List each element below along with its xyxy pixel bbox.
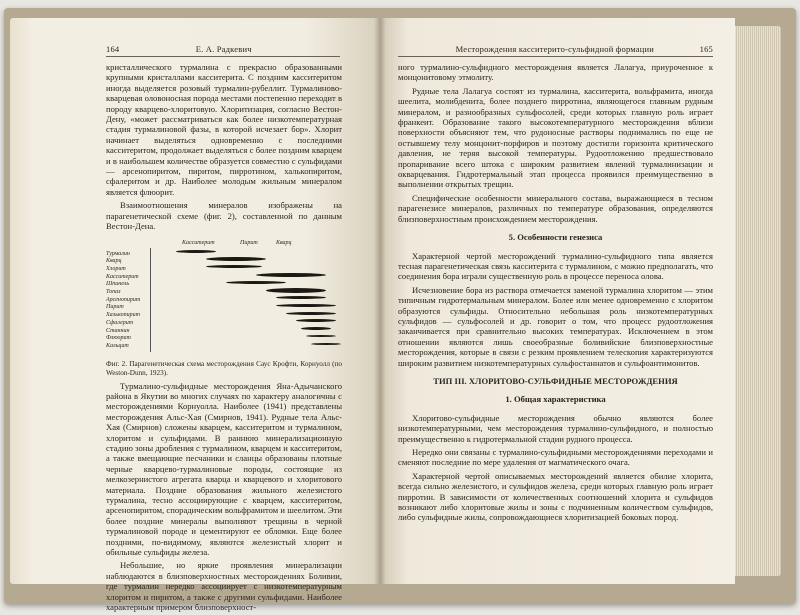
diagram-column-label: Касситерит: [182, 239, 215, 246]
diagram-row-label: Арсенопирит: [106, 296, 141, 303]
diagram-axis: [150, 248, 347, 352]
diagram-row-label: Турмалин: [106, 250, 130, 257]
diagram-row-label: Пирит: [106, 304, 124, 311]
section-heading: 5. Особенности генезиса: [508, 232, 603, 243]
diagram-row-label: Флюорит: [106, 335, 131, 342]
left-paragraph: Турмалино-сульфидные месторождения Яна-Адычанского района в Якутии во многих случаях по характеру аналогичны с месторождениями Корнуолла. Наиболее (1941) представлены месторождения Альс-Хая (Смирнов, 1941). Рудные тела Альс-Хая (Смирнов) сложены кварцем, касситеритом и турмалином, хлоритом и сульфидами. В раннюю минерализационную стадию зоны дробления с турмалином, кварцем и касситеритом, а также вмещающие песчаники и сланцы образованы плотные черные кварцево-турмалиновые породы, состоящие из мелкозернистого агрегата кварца и кварцевого и хлоритового материала. Поздние образования жильного железистого турмалина, тесно ассоциирующие с кварцем, касситеритом, арсенопиритом, спорадическим вольфрамитом и шеелитом. Эти более поздние минералы выполняют трещины в черной турмалиновой породе и цементируют ее обломки. Еще более поздними, по-видимому, являются железистый хлорит и обильные сульфиды железа.: [106, 380, 342, 557]
left-paragraph: Небольшие, но яркие проявления минерализации наблюдаются в близповерхностных месторождениях Боливии, где турмалин нередко ассоциирует с низкотемпературным хлоритом и пиритом, а также с другими сульфидами. Наиболее характерным примером близповерхност-: [106, 560, 342, 613]
left-paragraph: Взаимоотношения минералов изображены на парагенетической схеме (фиг. 2), составленной по данным Вестон-Дена.: [106, 200, 342, 232]
left-page: [10, 18, 380, 613]
paragenetic-diagram: [106, 238, 342, 356]
diagram-row-label: Кварц: [106, 258, 122, 265]
right-page-number: 165: [699, 44, 713, 54]
right-paragraph: Рудные тела Лалагуа состоят из турмалина, касситерита, вольфрамита, иногда шеелита, молибденита, более позднего пирротина, являющегося главным рудным минералом, и разнообразных сульфосолей, среди которых главную роль играет франкеит. Образование такого высокотемпературного месторождения вблизи поверхности объясняют тем, что рудоносные растворы поднимались по еще не остывшему телу монцонит-порфиров и поэтому достигли горизонта критического давления, не теряя высокой температуры. Рудоотложению предшествовало пропаривание всего штока с широким развитием явлений турмалинизации и окварцевания. Гидротермальный этап процесса проявился преимущественно в выполнении открытых трещин.: [398, 85, 713, 190]
left-running-head: Е. А. Радкевич: [195, 44, 252, 54]
page-edges: [735, 26, 781, 576]
left-text-column: [106, 62, 342, 615]
type-heading: ТИП III. ХЛОРИТОВО-СУЛЬФИДНЫЕ МЕСТОРОЖДЕНИЯ: [433, 375, 678, 386]
right-paragraph: Характерной чертой описываемых месторождений является обилие хлорита, всегда сильно железистого, и сульфидов железа, среди которых главную роль играет пирротин. В зависимости от количественных соотношений хлорита и сульфидов возникают либо хлоритовые жилы и зоны с подчиненным количеством сульфидов, либо сульфидные жилы, сопровождающиеся хлоритизацией боковых пород.: [398, 470, 713, 523]
diagram-row-label: Сфалерит: [106, 319, 134, 326]
right-paragraph: Хлоритово-сульфидные месторождения обычно являются более низкотемпературными, чем месторождения турмалино-сульфидного, и полностью преимущественно к гидротермальной стадии рудного процесса.: [398, 412, 713, 444]
right-page: [380, 18, 735, 584]
right-paragraph: Исчезновение бора из раствора отмечается заменой турмалина хлоритом — этим типичным гидротермальным минералом. Более или менее одновременно с хлоритом образуются сульфиды. Относительно небольшая роль низкотемпературных сульфидов — сульфосолей и др. говорит о том, что процесс рудоотложения заканчивается при сравнительно высоких температурах. Исключением в этом отношении являются лишь своеобразные боливийские близповерхностные месторождения, которые в связи с резким проявлением телескопия характеризуются широким развитием низкотемпературных сульфостаннатов и сульфоантимонитов.: [398, 284, 713, 368]
right-page-header: [398, 44, 713, 57]
right-running-head: Месторождения касситерито-сульфидной формации: [455, 44, 655, 54]
left-page-header: [106, 44, 340, 57]
figure-caption: Фиг. 2. Парагенетическая схема месторождения Саус Крофти, Корнуолл (по Weston-Dunn, 1923).: [106, 359, 342, 377]
left-page-number: 164: [106, 44, 120, 54]
diagram-row-label: Станнин: [106, 327, 130, 334]
right-paragraph: ного турмалино-сульфидного месторождения является Лалагуа, приуроченное к монцонитовому этмолиту.: [398, 62, 713, 83]
diagram-column-label: Кварц: [276, 239, 292, 246]
book-gutter: [374, 18, 386, 584]
diagram-row-label: Касситерит: [106, 273, 139, 280]
diagram-row-label: Кальцит: [106, 342, 129, 349]
right-text-column: [398, 62, 713, 526]
right-paragraph: Нередко они связаны с турмалино-сульфидными месторождениями переходами и сменяют последние по мере удаления от магматического очага.: [398, 447, 713, 468]
right-paragraph: Специфические особенности минерального состава, выражающиеся в тесном парагенезисе минералов, различных по температуре образования, определяются близповерхностным происхождением месторождения.: [398, 192, 713, 224]
diagram-column-label: Пирит: [240, 239, 258, 246]
diagram-row-label: Хлорит: [106, 265, 126, 272]
diagram-row-label: Шпинель: [106, 281, 130, 288]
left-paragraph: кристаллического турмалина с прекрасно образованными крупными кристаллами касситерита. С поздним касситеритом иногда выделяется розовый турмалин-рубеллит. Турмалиново-кварцевая оловоносная порода местами постепенно переходит в породу кварцево-хлоритовую. Хлоритизация, согласно Вестон-Дену, «может рассматриваться как более низкотемпературная стадия турмалиновой фазы, в которой исчезает бор». Хлорит начинает выделяться одновременно с последними касситеритом, продолжает выделяться с более поздним кварцем и в наибольшем количестве образуется совместно с сульфидами — арсенопиритом, пиритом, пирротином, халькопиритом, сфалеритом и др. Наиболее молодым жильным минералом является флюорит.: [106, 62, 342, 197]
right-paragraph: Характерной чертой месторождений турмалино-сульфидного типа является тесная парагенетическая связь касситерита с турмалином, с можно предполагать, что соединения бора играли существенную роль в процессе переноса олова.: [398, 250, 713, 282]
diagram-row-label: Топаз: [106, 289, 121, 295]
subsection-heading: 1. Общая характеристика: [505, 394, 606, 405]
diagram-row-label: Халькопирит: [106, 312, 140, 319]
